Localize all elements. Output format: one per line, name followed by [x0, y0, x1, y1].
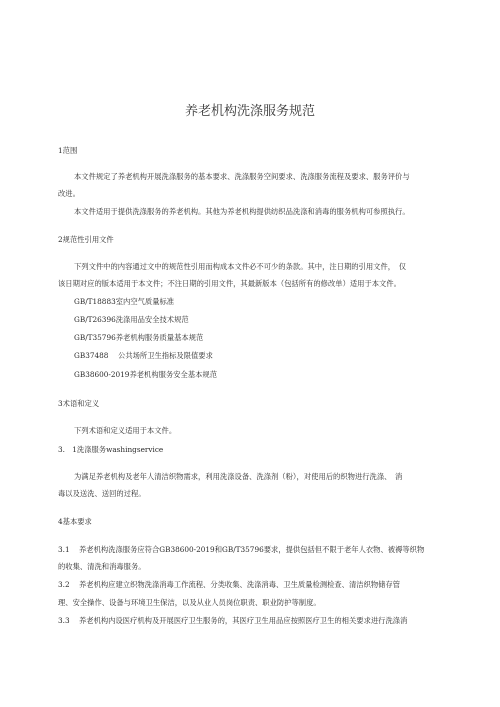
clause-number: 3.3 — [58, 616, 70, 625]
paragraph-line: 本文件适用于提供洗涤服务的养老机构。其他为养老机构提供纺织品洗涤和消毒的服务机构可参照执行。 — [74, 207, 410, 216]
reference-item: GB/T26396洗涤用品安全技术规范 — [74, 315, 189, 324]
reference-item: GB37488 公共场所卫生指标及限值要求 — [74, 351, 213, 360]
paragraph-line: 养老机构洗涤服务应符合GB38600-2019和GB/T35796要求，提供包括但不限于老年人衣物、被褥等织物 — [79, 545, 425, 554]
reference-item: GB38600-2019养老机构服务安全基本规范 — [74, 370, 218, 379]
term-entry: 3. 1洗涤服务washingservice — [58, 445, 164, 454]
paragraph-line: 为满足养老机构及老年人清洁织物需求，利用洗涤设备、洗涤剂（粉），对使用后的织物进行洗涤、 消 — [74, 472, 403, 481]
paragraph-line: 该日期对应的版本适用于本文件；不注日期的引用文件，其最新版本（包括所有的修改单）适用于本文件。 — [58, 279, 401, 288]
paragraph-line: 养老机构应建立织物洗涤消毒工作流程、分类收集、洗涤消毒、卫生质量检测检查、清洁织物储存管 — [79, 580, 401, 589]
reference-item: GB/T18883室内空气质量标准 — [74, 297, 175, 306]
paragraph-line: 毒以及送洗、送回的过程。 — [58, 489, 146, 498]
section-heading-terms: 3术语和定义 — [58, 399, 100, 408]
reference-item: GB/T35796养老机构服务质量基本规范 — [74, 333, 204, 342]
paragraph-line: 的收集、清洗和消毒服务。 — [58, 562, 146, 571]
paragraph-line: 下列术语和定义适用于本文件。 — [74, 426, 177, 435]
clause-number: 3.1 — [58, 545, 70, 554]
paragraph-line: 下列文件中的内容通过文中的规范性引用而构成本文件必不可少的条款。其中，注日期的引用文件， 仅 — [74, 262, 407, 271]
paragraph-line: 本文件规定了养老机构开展洗涤服务的基本要求、洗涤服务空间要求、洗涤服务流程及要求、服务评价与 — [74, 172, 410, 181]
paragraph-line: 改进。 — [58, 189, 80, 198]
clause-number: 3.2 — [58, 580, 70, 589]
paragraph-line: 理、安全操作、设备与环境卫生保洁，以及从业人员岗位职责、职业防护等制度。 — [58, 598, 321, 607]
section-heading-normative-references: 2规范性引用文件 — [58, 235, 114, 244]
paragraph-line: 养老机构内设医疗机构及开展医疗卫生服务的，其医疗卫生用品应按照医疗卫生的相关要求进行洗涤消 — [79, 616, 408, 625]
section-heading-scope: 1范围 — [58, 146, 78, 155]
document-title: 养老机构洗涤服务规范 — [184, 104, 315, 119]
section-heading-basic-requirements: 4基本要求 — [58, 517, 92, 526]
